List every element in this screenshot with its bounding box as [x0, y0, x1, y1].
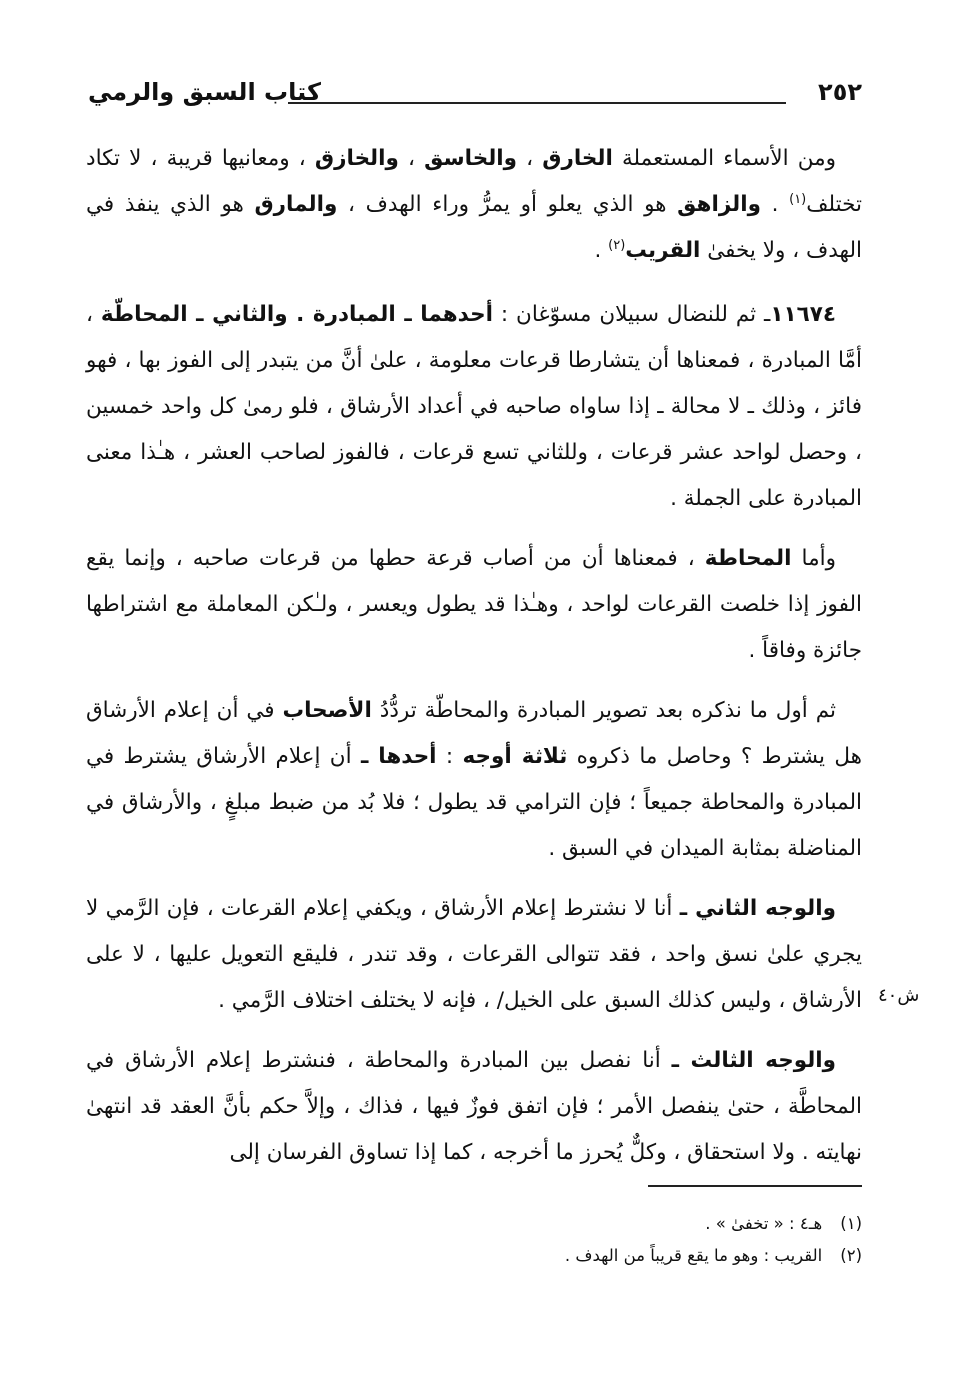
text: هو الذي ينفذ في الهدف ، ولا يخفىٰ	[86, 192, 862, 263]
footnote	[86, 1208, 862, 1240]
term: ثلاثة أوجه	[462, 744, 568, 769]
footnote-ref[interactable]: (١)	[789, 191, 807, 207]
footnotes	[86, 1208, 862, 1272]
paragraph-1	[86, 136, 862, 274]
text: وأما	[791, 546, 836, 571]
margin-manuscript-ref: ش٤٠	[878, 985, 920, 1006]
text: ثم أول ما نذكره بعد تصوير المبادرة والمحاطّة تردُّدُ	[371, 698, 836, 723]
footnote-rule	[648, 1185, 862, 1187]
text: ، فمعناها أن من أصاب قرعة حطها من قرعات صاحبه ، وإنما يقع الفوز إذا خلصت القرعات لواحد ، وهـٰذا قد يطول ويعسر ، ولـٰكن المعاملة مع اشتراطها جائزة وفاقاً .	[86, 546, 862, 663]
footnote	[86, 1240, 862, 1272]
text: ، ومعانيها قريبة ، لا تكاد تختلف	[86, 146, 862, 217]
footnote-ref[interactable]: (٢)	[608, 237, 626, 253]
term: أحدها ـ	[360, 744, 437, 769]
term: والخاسق	[424, 146, 518, 171]
body-text	[86, 136, 862, 1190]
term: والزاهق	[677, 192, 761, 217]
term: والوجه الثاني ـ	[679, 896, 836, 921]
text: أنا لا نشترط إعلام الأرشاق ، ويكفي إعلام القرعات ، فإن الرَّمي لا يجري علىٰ نسق واحد ، فقد تتوالى القرعات ، وقد تندر ، فليقع التعويل عليها ، لا على الأرشاق ، وليس كذلك السبق على الخيل/ ، فإنه لا يختلف اختلاف الرَّمي .	[86, 896, 862, 1013]
text: ومن الأسماء المستعملة	[612, 146, 836, 171]
text: ، أمَّا المبادرة ، فمعناها أن يتشارطا قرعات معلومة ، علىٰ أنَّ من يتبدر إلى الفوز بها ، فهو فائز ، وذلك ـ لا محالة ـ إذا ساواه صاحبه في أعداد الأرشاق ، فلو رمىٰ كل واحد خمسين ، وحصل لواحد عشر قرعات ، وللثاني تسع قرعات ، فالفوز لصاحب العشر ، هـٰذا معنى المبادرة على الجملة .	[86, 302, 862, 511]
paragraph-3	[86, 536, 862, 674]
header-rule	[288, 102, 786, 104]
term: أحدهما ـ المبادرة . والثاني ـ المحاطّة	[100, 302, 493, 327]
paragraph-2	[86, 292, 862, 522]
term: الخارق	[542, 146, 613, 171]
text: ـ ثم للنضال سبيلان مسوّغان :	[492, 302, 771, 327]
text: .	[761, 192, 790, 217]
term: والمارق	[254, 192, 338, 217]
text: أن إعلام الأرشاق يشترط في المبادرة والمحاطة جميعاً ؛ فإن الترامي قد يطول ؛ فلا بُد من ضبط مبلغٍ ، والأرشاق في المناضلة بمثابة الميدان في السبق .	[86, 744, 862, 861]
text: هو الذي يعلو أو يمرُّ وراء الهدف ،	[337, 192, 678, 217]
page-header	[88, 78, 862, 118]
text: في أن إعلام الأرشاق هل يشترط ؟ وحاصل ما ذكروه	[86, 698, 862, 769]
page-number: ٢٥٢	[818, 78, 862, 106]
term: والوجه الثالث ـ	[671, 1048, 837, 1073]
text: أنا نفصل بين المبادرة والمحاطة ، فنشترط إعلام الأرشاق في المحاطَّة ، حتىٰ ينفصل الأمر ؛ فإن اتفق فوزٌ فيها ، فذاك ، وإلاَّ حكم بأنَّ العقد قد انتهىٰ نهايته . ولا استحقاق ، وكلٌّ يُحرز ما أخرجه ، كما إذا تساوق الفرسان إلى	[86, 1048, 862, 1165]
footnote-number: (٢)	[840, 1246, 862, 1265]
footnote-number: (١)	[840, 1214, 862, 1233]
footnote-text: القريب : وهو ما يقع قريباً من الهدف .	[564, 1246, 823, 1265]
footnote-text: هـ٤ : « تخفىٰ » .	[705, 1214, 823, 1233]
text: ،	[517, 146, 543, 171]
text: .	[594, 238, 609, 263]
paragraph-6	[86, 1038, 862, 1176]
text: ،	[398, 146, 425, 171]
term: المحاطة	[704, 546, 792, 571]
term: والخازق	[314, 146, 399, 171]
term: الأصحاب	[282, 698, 372, 723]
paragraph-4	[86, 688, 862, 872]
book-title: كتاب السبق والرمي	[88, 78, 321, 106]
term: القريب	[625, 238, 701, 263]
text: :	[436, 744, 463, 769]
section-number: ١١٦٧٤	[770, 302, 836, 327]
paragraph-5	[86, 886, 862, 1024]
